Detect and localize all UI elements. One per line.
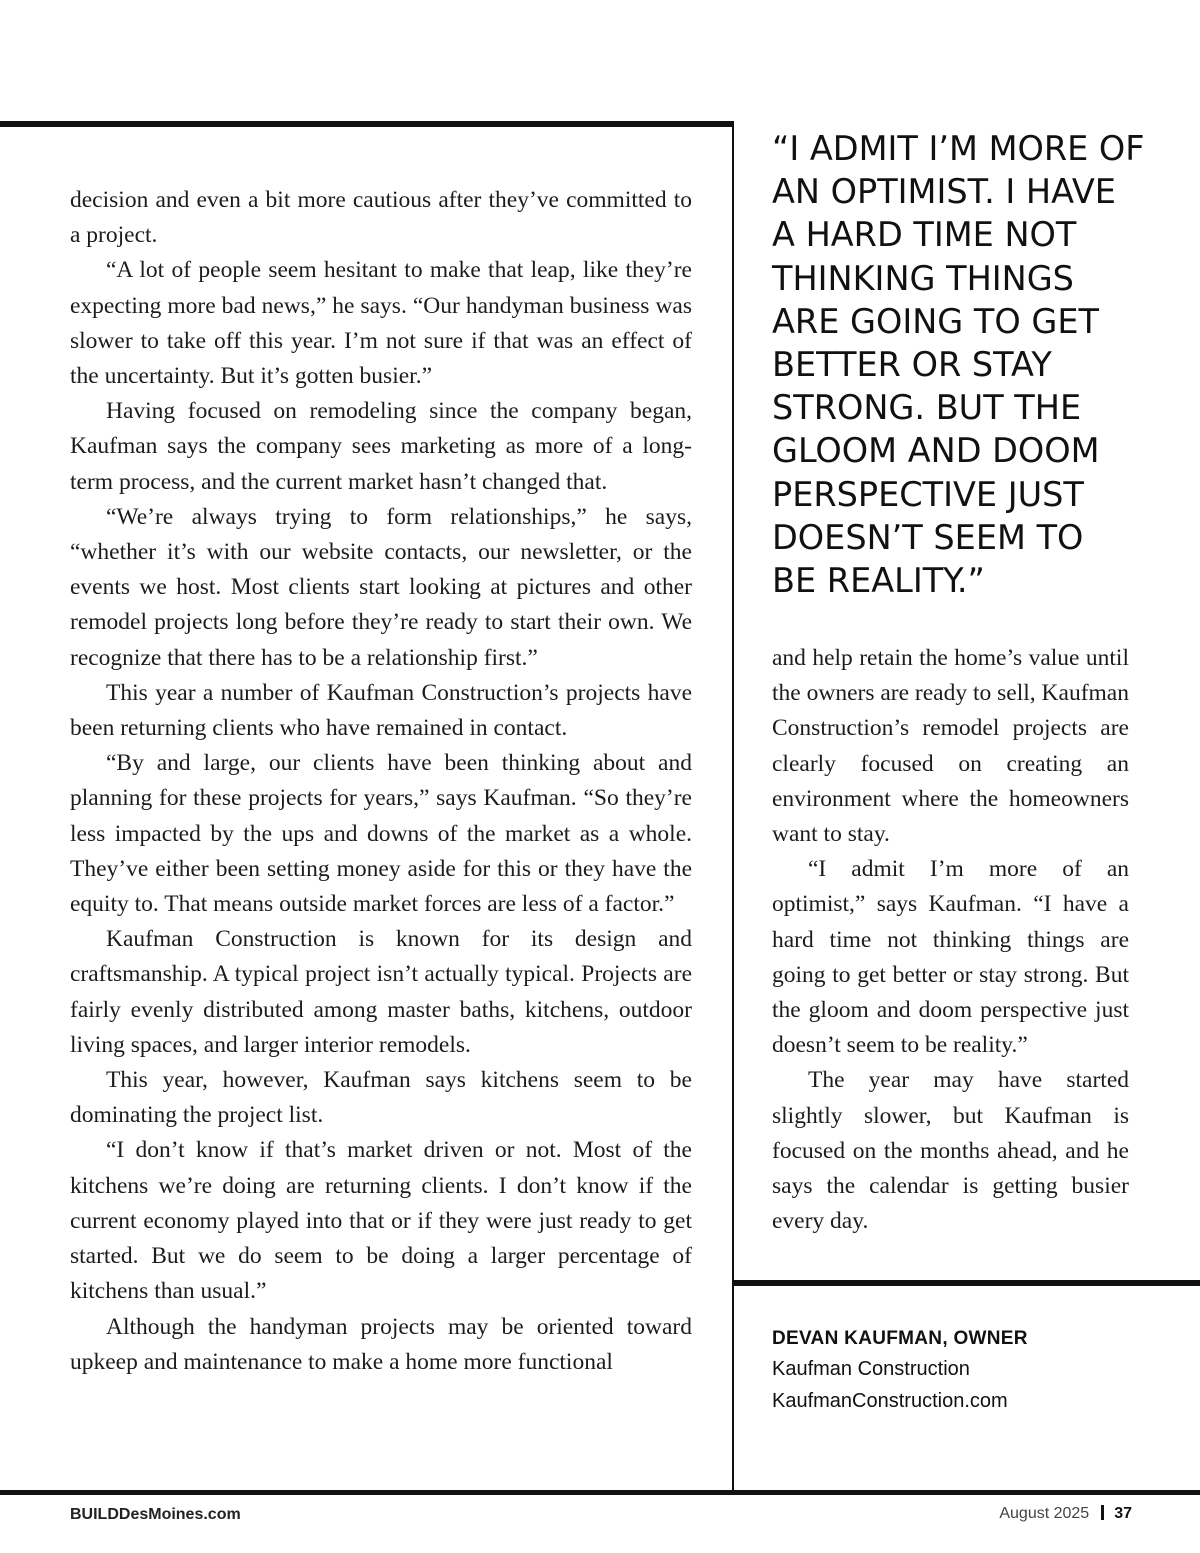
article-paragraph: Having focused on remodeling since the company began, Kaufman says the company sees marketing as more of a long-term process, and the current market hasn’t changed that. bbox=[70, 398, 692, 495]
footer-issue-info bbox=[999, 1505, 1132, 1523]
footer-issue-date: August 2025 bbox=[999, 1505, 1090, 1522]
article-paragraph: “I admit I’m more of an optimist,” says Kaufman. “I have a hard time not thinking things are going to get better or stay strong. But the gloom and doom perspective just doesn’t seem to be reality.” bbox=[772, 856, 1129, 1059]
pull-quote bbox=[772, 127, 1172, 602]
footer-site: BUILDDesMoines.com bbox=[70, 1506, 241, 1523]
pull-quote-line: BE REALITY.” bbox=[772, 561, 985, 601]
article-paragraph: “We’re always trying to form relationships,” he says, “whether it’s with our website contacts, our newsletter, or the events we host. Most clients start looking at pictures and other remodel projects long before they’re ready to start their own. We recognize that there has to be a relationship first.” bbox=[70, 503, 692, 671]
byline-rule bbox=[734, 1280, 1200, 1286]
pull-quote-line: STRONG. BUT THE bbox=[772, 388, 1082, 428]
article-paragraph: The year may have started slightly slower, but Kaufman is focused on the months ahead, and he says the calendar is getting busier every day. bbox=[772, 1067, 1129, 1235]
page-number: 37 bbox=[1114, 1505, 1132, 1522]
pull-quote-line: A HARD TIME NOT bbox=[772, 215, 1077, 255]
article-paragraph: Kaufman Construction is known for its design and craftsmanship. A typical project isn’t actually typical. Projects are fairly evenly distributed among master baths, kitchens, outdoor living spaces, and larger interior remodels. bbox=[70, 926, 692, 1058]
article-paragraph: This year a number of Kaufman Construction’s projects have been returning clients who have remained in contact. bbox=[70, 679, 692, 742]
footer-separator bbox=[1101, 1505, 1104, 1520]
pull-quote-line: THINKING THINGS bbox=[772, 258, 1074, 298]
top-rule-left bbox=[0, 121, 734, 127]
pull-quote-line: ARE GOING TO GET bbox=[772, 301, 1099, 341]
article-paragraph: “By and large, our clients have been thinking about and planning for these projects for years,” says Kaufman. “So they’re less impacted by the ups and downs of the market as a whole. They’ve either been setting money aside for this or they have the equity to. That means outside market forces are less of a factor.” bbox=[70, 750, 692, 918]
column-divider bbox=[732, 121, 734, 1492]
byline bbox=[772, 1325, 1172, 1417]
footer-rule bbox=[0, 1490, 1200, 1495]
article-paragraph: “A lot of people seem hesitant to make that leap, like they’re expecting more bad news,” he says. “Our handyman business was slower to take off this year. I’m not sure if that was an effect of the uncertainty. But it’s gotten busier.” bbox=[70, 257, 692, 390]
byline-name: DEVAN KAUFMAN, OWNER bbox=[772, 1328, 1028, 1349]
article-paragraph: This year, however, Kaufman says kitchens seem to be dominating the project list. bbox=[70, 1067, 692, 1129]
article-paragraph: Although the handyman projects may be oriented toward upkeep and maintenance to make a home more functional bbox=[70, 1313, 692, 1375]
article-paragraph: “I don’t know if that’s market driven or not. Most of the kitchens we’re doing are returning clients. I don’t know if the current economy played into that or if they were just ready to get started. But we do seem to be doing a larger percentage of kitchens than usual.” bbox=[70, 1137, 692, 1305]
byline-company: Kaufman Construction bbox=[772, 1358, 970, 1380]
pull-quote-line: BETTER OR STAY bbox=[772, 345, 1052, 385]
pull-quote-line: GLOOM AND DOOM bbox=[772, 431, 1100, 471]
pull-quote-line: DOESN’T SEEM TO bbox=[772, 517, 1084, 557]
article-column-right bbox=[772, 641, 1129, 1239]
article-paragraph: decision and even a bit more cautious after they’ve committed to a project. bbox=[70, 187, 692, 249]
article-column-left bbox=[70, 183, 692, 1380]
article-paragraph: and help retain the home’s value until the owners are ready to sell, Kaufman Construction’s remodel projects are clearly focused on creating an environment where the homeowners want to stay. bbox=[772, 645, 1129, 848]
byline-website: KaufmanConstruction.com bbox=[772, 1390, 1008, 1412]
pull-quote-line: “I ADMIT I’M MORE OF bbox=[772, 129, 1145, 168]
pull-quote-line: PERSPECTIVE JUST bbox=[772, 474, 1084, 514]
pull-quote-line: AN OPTIMIST. I HAVE bbox=[772, 172, 1116, 212]
